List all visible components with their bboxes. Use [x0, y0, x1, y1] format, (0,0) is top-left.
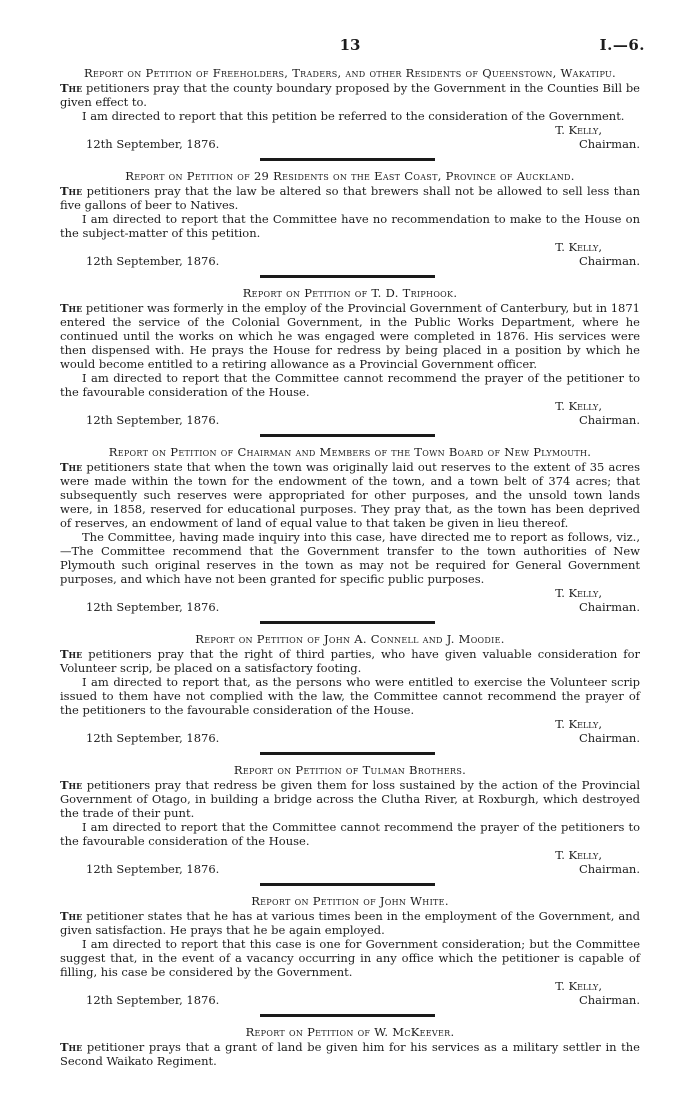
report-date: 12th September, 1876.: [86, 413, 220, 427]
petition-text: [60, 909, 640, 937]
section-title: Report on Petition of Chairman and Members of the Town Board of New Plymouth.: [108, 445, 592, 459]
signatory-name: T. Kelly,: [555, 586, 602, 600]
petition-report-section: [60, 286, 640, 427]
committee-report: I am directed to report that this case is one for Government consideration; but the Committee suggest that, in the event of a vacancy occurring in any office which the petitioner is capable of filling, his case be considered by the Government.: [60, 937, 640, 979]
petition-body: petitioners pray that the county boundary proposed by the Government in the Counties Bill be given effect to.: [60, 81, 640, 109]
report-date: 12th September, 1876.: [86, 600, 220, 614]
signature-line: [60, 123, 640, 137]
section-divider: [60, 876, 640, 894]
signatory-name: T. Kelly,: [555, 979, 602, 993]
signatory-role: Chairman.: [578, 862, 640, 876]
signature-line: [60, 979, 640, 993]
petition-body: petitioner states that he has at various times been in the employment of the Government, and given satisfaction. He prays that he be again employed.: [60, 909, 640, 937]
section-title: Report on Petition of John White.: [251, 894, 449, 908]
report-date: 12th September, 1876.: [86, 731, 220, 745]
petition-report-section: [60, 445, 640, 614]
report-date: 12th September, 1876.: [86, 254, 220, 268]
committee-report: I am directed to report that, as the persons who were entitled to exercise the Volunteer scrip issued to them have not complied with the law, the Committee cannot recommend the prayer of the petitioners to the favourable consideration of the House.: [60, 675, 640, 717]
petition-first-word: The: [60, 778, 83, 792]
petition-text: [60, 1040, 640, 1068]
petition-first-word: The: [60, 909, 83, 923]
petition-report-section: [60, 1025, 640, 1068]
signatory-role: Chairman.: [578, 254, 640, 268]
petition-text: [60, 81, 640, 109]
section-title: Report on Petition of John A. Connell and J. Moodie.: [195, 632, 505, 646]
section-title: Report on Petition of Tulman Brothers.: [233, 763, 467, 777]
signatory-name: T. Kelly,: [555, 399, 602, 413]
section-divider: [60, 151, 640, 169]
section-title: Report on Petition of T. D. Triphook.: [242, 286, 458, 300]
date-line: [60, 413, 640, 427]
petition-first-word: The: [60, 81, 83, 95]
signatory-name: T. Kelly,: [555, 717, 602, 731]
divider-rule: [260, 434, 435, 437]
petition-first-word: The: [60, 1040, 83, 1054]
report-date: 12th September, 1876.: [86, 137, 220, 151]
date-line: [60, 254, 640, 268]
petition-text: [60, 184, 640, 212]
divider-rule: [260, 621, 435, 624]
signatory-role: Chairman.: [578, 731, 640, 745]
committee-report: The Committee, having made inquiry into this case, have directed me to report as follows, viz.,—The Committee recommend that the Government transfer to the town authorities of New Plymouth such original reserves in the town as may not be required for General Government purposes, and which have not been granted for specific public purposes.: [60, 530, 640, 586]
date-line: [60, 862, 640, 876]
petition-report-section: [60, 763, 640, 876]
section-divider: [60, 614, 640, 632]
signature-line: [60, 586, 640, 600]
petition-body: petitioners state that when the town was originally laid out reserves to the extent of 35 acres were made within the town for the endowment of the town, and a town belt of 374 acres; that subsequently such reserves were appropriated for other purposes, and the unsold town lands were, in 1858, reserved for educational purposes. They pray that, as the town has been deprived of reserves, an endowment of land of equal value to that taken be given in lieu thereof.: [60, 460, 640, 530]
committee-report: I am directed to report that the Committee cannot recommend the prayer of the petitioners to the favourable consideration of the House.: [60, 820, 640, 848]
section-divider: [60, 745, 640, 763]
divider-rule: [260, 275, 435, 278]
report-date: 12th September, 1876.: [86, 993, 220, 1007]
signatory-role: Chairman.: [578, 137, 640, 151]
page-header: [0, 36, 700, 56]
section-divider: [60, 268, 640, 286]
document-body: [60, 66, 640, 1068]
petition-body: petitioner was formerly in the employ of the Provincial Government of Canterbury, but in 1871 entered the service of the Colonial Government, in the Public Works Department, where he continued until the works on which he was engaged were completed in 1876. His services were then dispensed with. He prays the House for redress by being placed in a position by which he would become entitled to a retiring allowance as a Provincial Government officer.: [60, 301, 640, 371]
petition-text: [60, 460, 640, 530]
divider-rule: [260, 158, 435, 161]
signatory-role: Chairman.: [578, 600, 640, 614]
date-line: [60, 137, 640, 151]
section-divider: [60, 1007, 640, 1025]
signatory-name: T. Kelly,: [555, 848, 602, 862]
signature-line: [60, 848, 640, 862]
petition-report-section: [60, 632, 640, 745]
petition-first-word: The: [60, 301, 83, 315]
page-number: 13: [339, 36, 361, 54]
section-title: Report on Petition of Freeholders, Traders, and other Residents of Queenstown, Wakatipu.: [84, 66, 616, 80]
date-line: [60, 600, 640, 614]
signatory-name: T. Kelly,: [555, 240, 602, 254]
divider-rule: [260, 883, 435, 886]
report-date: 12th September, 1876.: [86, 862, 220, 876]
signatory-role: Chairman.: [578, 993, 640, 1007]
committee-report: I am directed to report that the Committee have no recommendation to make to the House on the subject-matter of this petition.: [60, 212, 640, 240]
petition-body: petitioner prays that a grant of land be given him for his services as a military settler in the Second Waikato Regiment.: [60, 1040, 640, 1068]
section-title: Report on Petition of W. McKeever.: [245, 1025, 455, 1039]
petition-text: [60, 778, 640, 820]
signature-line: [60, 240, 640, 254]
petition-first-word: The: [60, 184, 83, 198]
divider-rule: [260, 1014, 435, 1017]
committee-report: I am directed to report that this petition be referred to the consideration of the Government.: [82, 109, 625, 123]
petition-body: petitioners pray that the right of third parties, who have given valuable consideration for Volunteer scrip, be placed on a satisfactory footing.: [60, 647, 640, 675]
petition-report-section: [60, 894, 640, 1007]
document-id: I.—6.: [599, 36, 645, 54]
signature-line: [60, 399, 640, 413]
date-line: [60, 993, 640, 1007]
petition-body: petitioners pray that the law be altered so that brewers shall not be allowed to sell less than five gallons of beer to Natives.: [60, 184, 640, 212]
petition-first-word: The: [60, 647, 83, 661]
petition-report-section: [60, 66, 640, 151]
date-line: [60, 731, 640, 745]
petition-report-section: [60, 169, 640, 268]
petition-text: [60, 301, 640, 371]
signatory-name: T. Kelly,: [555, 123, 602, 137]
divider-rule: [260, 752, 435, 755]
petition-text: [60, 647, 640, 675]
section-title: Report on Petition of 29 Residents on the East Coast, Province of Auckland.: [125, 169, 575, 183]
petition-body: petitioners pray that redress be given them for loss sustained by the action of the Provincial Government of Otago, in building a bridge across the Clutha River, at Roxburgh, which destroyed the trade of their punt.: [60, 778, 640, 820]
section-divider: [60, 427, 640, 445]
signature-line: [60, 717, 640, 731]
committee-report: I am directed to report that the Committee cannot recommend the prayer of the petitioner to the favourable consideration of the House.: [60, 371, 640, 399]
signatory-role: Chairman.: [578, 413, 640, 427]
petition-first-word: The: [60, 460, 83, 474]
